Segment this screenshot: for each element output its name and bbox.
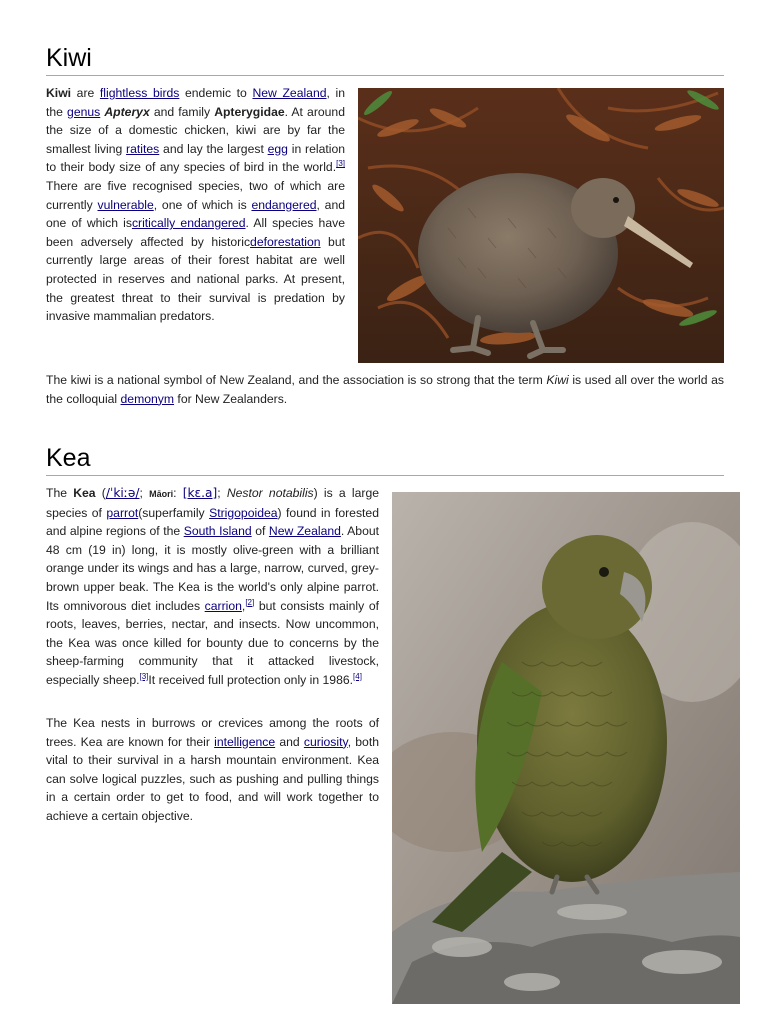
link-curiosity[interactable]: curiosity (303, 734, 348, 749)
text: ( (95, 486, 106, 500)
text: of (251, 524, 269, 539)
kiwi-section (46, 42, 724, 406)
link-intelligence[interactable]: intelligence (214, 734, 276, 749)
text: but consists mainly of roots, leaves, berries, nectar, and insects. Now uncommon, the Kea was once killed for bounty due to concerns by the sheep-farming community that it attacked livestock, especially sheep. (46, 598, 379, 687)
kiwi-photo[interactable] (358, 88, 724, 363)
text: endemic to (179, 86, 253, 100)
text: , and one of which is (46, 197, 346, 231)
link-strigopoidea[interactable]: Strigopoidea (209, 505, 278, 520)
text: ) found in forested and alpine regions of the (46, 505, 379, 539)
kiwi-heading: Kiwi (46, 42, 724, 76)
text: ) is a large species of (46, 486, 380, 520)
citation-3[interactable]: [3] (336, 159, 345, 169)
link-egg[interactable]: egg (267, 141, 288, 156)
text: , (241, 598, 246, 613)
link-deforestation[interactable]: deforestation (250, 234, 321, 249)
text: It received full protection only in 1986. (148, 672, 354, 687)
apteryx-term: Apteryx (104, 104, 150, 119)
link-genus[interactable]: genus (67, 104, 101, 119)
citation-4[interactable]: [4] (353, 671, 362, 681)
kea-photo[interactable] (392, 492, 740, 1004)
link-critically-endangered[interactable]: critically endangered (131, 216, 246, 231)
text: , one of which is (153, 197, 252, 212)
link-flightless-birds[interactable]: flightless birds (99, 86, 180, 100)
text: , both vital to their survival in a harsh mountain environment. Kea can solve logical puzzles, such as pushing and pulling things in a certain order to get to food, and will work together to achieve a certain objective. (46, 734, 379, 823)
link-ratites[interactable]: ratites (126, 141, 160, 156)
text: ; (139, 486, 150, 500)
kiwi-bold-term: Kiwi (46, 86, 72, 100)
text: is used all over the world as the colloquial (46, 373, 724, 406)
link-vulnerable[interactable]: vulnerable (97, 197, 154, 212)
text: The (46, 486, 74, 500)
text: . All species have been adversely affected by historic (46, 216, 345, 249)
citation-3[interactable]: [3] (139, 671, 149, 681)
text: The kiwi is a national symbol of New Zealand, and the association is so strong that the term (46, 373, 547, 387)
kiwi-intro-paragraph (46, 84, 345, 326)
text: The Kea nests in burrows or crevices among the roots of trees. Kea are known for their (46, 716, 379, 749)
kiwi-symbol-paragraph (46, 371, 724, 408)
text: and family (149, 104, 215, 119)
link-parrot[interactable]: parrot (106, 505, 139, 520)
text: but currently large areas of their forest habitat are well protected in reserves and national parks. At present, the greatest threat to their survival is predation by invasive mammalian predators. (46, 234, 345, 324)
text: (superfamily (138, 505, 210, 520)
kea-section (46, 442, 724, 823)
text: for New Zealanders. (174, 391, 288, 406)
kea-bold-term: Kea (73, 486, 96, 500)
text: There are five recognised species, two of which are currently (46, 178, 345, 212)
text: and lay the largest (159, 141, 268, 156)
text: in relation to their body size of any species of bird in the world. (46, 141, 345, 175)
text: . At around the size of a domestic chicken, kiwi are by far the smallest living (46, 104, 345, 156)
text: are (71, 86, 100, 100)
link-ipa-pronunciation[interactable]: /ˈkiːə/ (105, 486, 140, 500)
kea-heading: Kea (46, 442, 724, 476)
text: , in the (46, 86, 346, 119)
text: ; (217, 486, 227, 500)
link-south-island[interactable]: South Island (183, 524, 252, 539)
nestor-notabilis-term: Nestor notabilis (226, 486, 314, 500)
link-carrion[interactable]: carrion (204, 598, 242, 613)
link-new-zealand[interactable]: New Zealand (252, 86, 327, 100)
apterygidae-term: Apterygidae (214, 104, 285, 119)
maori-label: Māori (149, 489, 174, 499)
link-new-zealand[interactable]: New Zealand (268, 524, 341, 539)
text: : (173, 486, 183, 500)
link-maori-ipa[interactable]: [kɛ.a] (182, 486, 218, 500)
link-endangered[interactable]: endangered (251, 197, 317, 212)
kea-behavior-paragraph (46, 714, 379, 826)
text: . About 48 cm (19 in) long, it is mostly olive-green with a brilliant orange under its wings and has a large, narrow, curved, grey-brown upper beak. The Kea is the world's only alpine parrot. Its omnivorous diet includes (46, 524, 380, 613)
citation-2[interactable]: [2] (245, 597, 255, 607)
text: and (275, 734, 304, 749)
link-demonym[interactable]: demonym (120, 391, 175, 406)
kiwi-italic-term: Kiwi (546, 373, 569, 387)
kea-intro-paragraph (46, 484, 379, 690)
